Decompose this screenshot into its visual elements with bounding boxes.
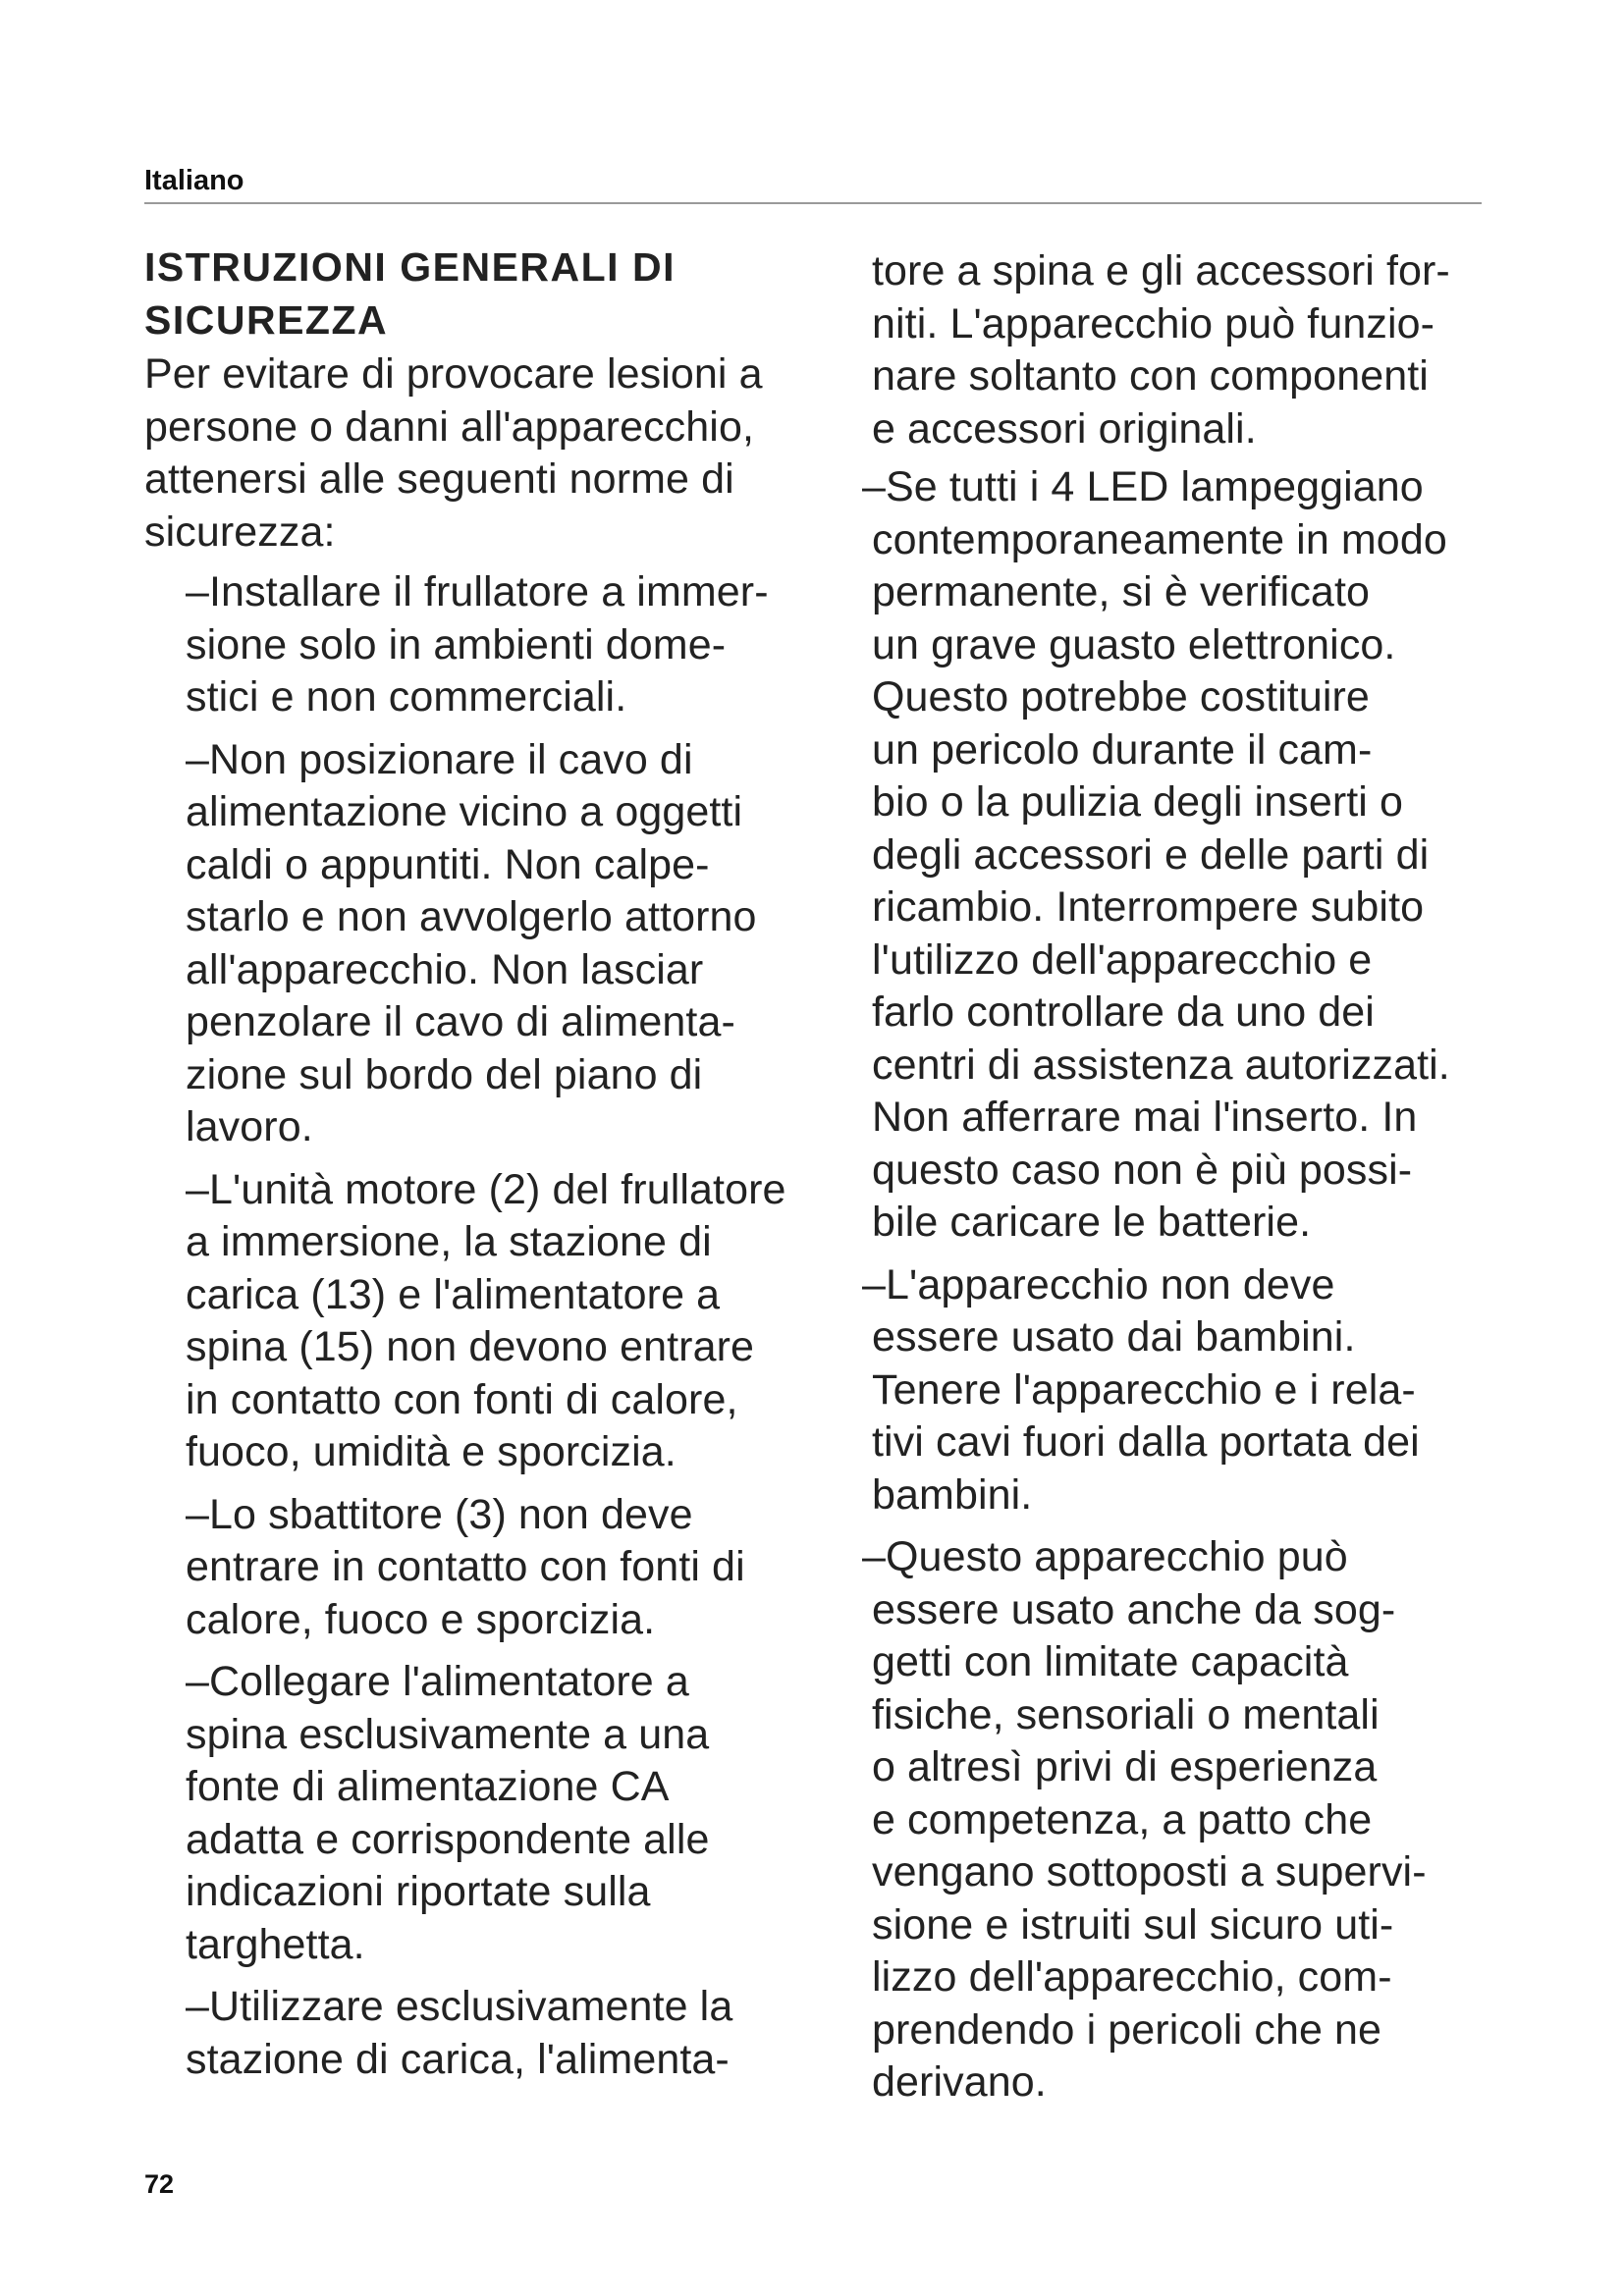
text-line: Tenere l'apparecchio e i rela-	[872, 1365, 1416, 1414]
text-line: fuoco, umidità e sporcizia.	[186, 1428, 677, 1475]
text-line: fisiche, sensoriali o mentali	[872, 1690, 1380, 1738]
text-line: prendendo i pericoli che ne	[872, 2005, 1382, 2054]
text-line: caldi o appuntiti. Non calpe-	[186, 840, 710, 888]
text-line: Questo potrebbe costituire	[872, 673, 1370, 721]
text-line: attenersi alle seguenti norme di	[144, 455, 734, 503]
text-line: bambini.	[872, 1470, 1033, 1519]
text-line: vengano sottoposti a supervi-	[872, 1848, 1427, 1896]
safety-item-ac-power	[186, 1656, 812, 1971]
text-line: penzolare il cavo di alimenta-	[186, 998, 735, 1045]
text-line: centri di assistenza autorizzati.	[872, 1041, 1450, 1089]
text-line: Non afferrare mai l'inserto. In	[872, 1094, 1418, 1141]
text-line: bio o la pulizia degli inserti o	[872, 778, 1404, 826]
text-line: –L'apparecchio non deve	[862, 1260, 1335, 1308]
text-line: adatta e corrispondente alle	[186, 1815, 710, 1863]
text-line: l'utilizzo dell'apparecchio e	[872, 935, 1373, 984]
text-line: un pericolo durante il cam-	[872, 725, 1373, 774]
text-line: lavoro.	[186, 1103, 313, 1150]
text-line: stici e non commerciali.	[186, 673, 627, 721]
section-title-line: ISTRUZIONI GENERALI DI	[144, 244, 676, 290]
text-line: lizzo dell'apparecchio, com-	[872, 1953, 1392, 2001]
text-line: bile caricare le batterie.	[872, 1199, 1312, 1246]
text-line: contemporaneamente in modo	[872, 515, 1447, 563]
left-column	[144, 240, 812, 2096]
text-line: –Installare il frullatore a immer-	[186, 568, 769, 615]
text-line: niti. L'apparecchio può funzio-	[872, 299, 1435, 347]
page-number: 72	[144, 2169, 175, 2199]
safety-item-children	[862, 1259, 1490, 1522]
text-line: targhetta.	[186, 1920, 365, 1968]
text-line: farlo controllare da uno dei	[872, 988, 1375, 1036]
text-line: o altresì privi di esperienza	[872, 1743, 1378, 1790]
header-divider	[144, 202, 1482, 204]
text-line: Per evitare di provocare lesioni a	[144, 350, 763, 398]
text-line: –Se tutti i 4 LED lampeggiano	[862, 463, 1424, 510]
text-line: –L'unità motore (2) del frullatore	[186, 1165, 786, 1213]
text-line: a immersione, la stazione di	[186, 1218, 712, 1265]
text-line: spina esclusivamente a una	[186, 1710, 710, 1758]
section-title-line: SICUREZZA	[144, 297, 389, 343]
text-line: sione solo in ambienti dome-	[186, 620, 727, 668]
text-line: un grave guasto elettronico.	[872, 620, 1396, 668]
text-line: tivi cavi fuori dalla portata dei	[872, 1418, 1420, 1466]
text-line: nare soltanto con componenti	[872, 352, 1429, 400]
text-line: entrare in contatto con fonti di	[186, 1543, 745, 1590]
safety-item-power-cable	[186, 734, 812, 1154]
text-line: derivano.	[872, 2058, 1047, 2106]
text-line: e competenza, a patto che	[872, 1795, 1373, 1843]
text-line: degli accessori e delle parti di	[872, 830, 1430, 879]
text-line: spina (15) non devono entrare	[186, 1323, 755, 1370]
safety-item-installation	[186, 566, 812, 724]
text-line: calore, fuoco e sporcizia.	[186, 1595, 656, 1643]
safety-item-original-accessories	[186, 1981, 812, 2086]
text-line: all'apparecchio. Non lasciar	[186, 945, 704, 993]
text-line: indicazioni riportate sulla	[186, 1868, 651, 1915]
right-column	[862, 245, 1490, 2119]
section-title	[144, 240, 812, 347]
text-line: –Lo sbattitore (3) non deve	[186, 1490, 693, 1538]
text-line: starlo e non avvolgerlo attorno	[186, 893, 757, 940]
intro-paragraph	[144, 348, 812, 559]
text-line: essere usato dai bambini.	[872, 1313, 1356, 1361]
text-line: essere usato anche da sog-	[872, 1585, 1396, 1633]
continuation-paragraph	[862, 245, 1490, 455]
text-line: getti con limitate capacità	[872, 1638, 1349, 1685]
text-line: persone o danni all'apparecchio,	[144, 402, 755, 451]
text-line: questo caso non è più possi-	[872, 1146, 1413, 1194]
safety-item-limited-capacity	[862, 1531, 1490, 2109]
text-line: in contatto con fonti di calore,	[186, 1375, 738, 1423]
text-line: sicurezza:	[144, 507, 336, 556]
safety-item-led-fault	[862, 461, 1490, 1250]
text-line: fonte di alimentazione CA	[186, 1763, 670, 1810]
safety-item-whisk	[186, 1489, 812, 1647]
text-line: sione e istruiti sul sicuro uti-	[872, 1900, 1394, 1949]
text-line: tore a spina e gli accessori for-	[872, 247, 1450, 294]
text-line: permanente, si è verificato	[872, 568, 1371, 615]
text-line: zione sul bordo del piano di	[186, 1050, 703, 1098]
text-line: –Questo apparecchio può	[862, 1533, 1348, 1580]
text-line: alimentazione vicino a oggetti	[186, 788, 743, 835]
safety-item-motor-unit	[186, 1164, 812, 1479]
text-line: e accessori originali.	[872, 404, 1257, 453]
text-line: stazione di carica, l'alimenta-	[186, 2035, 730, 2083]
text-line: –Non posizionare il cavo di	[186, 735, 693, 783]
text-line: ricambio. Interrompere subito	[872, 883, 1425, 931]
text-line: –Collegare l'alimentatore a	[186, 1658, 689, 1705]
text-line: –Utilizzare esclusivamente la	[186, 1983, 733, 2030]
text-line: carica (13) e l'alimentatore a	[186, 1270, 721, 1318]
language-label: Italiano	[144, 165, 244, 196]
